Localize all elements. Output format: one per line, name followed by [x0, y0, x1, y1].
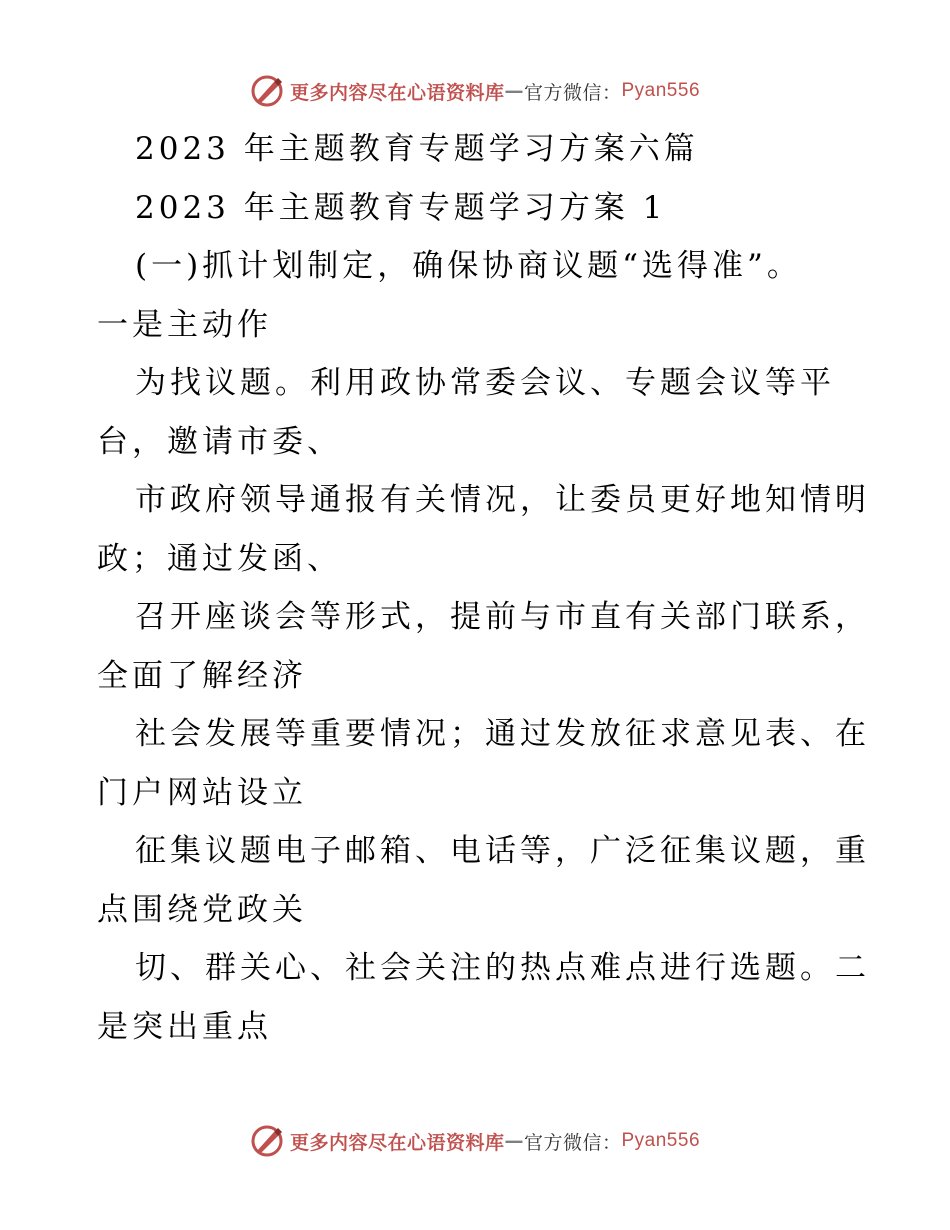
paragraph-line: 是突出重点	[97, 1008, 272, 1045]
paragraph-line: 一是主动作	[97, 306, 272, 343]
paragraph-line: 征集议题电子邮箱、电话等，广泛征集议题，重	[135, 833, 870, 869]
document-title: 2023 年主题教育专题学习方案六篇	[135, 131, 699, 167]
paragraph-line: 切、群关心、社会关注的热点难点进行选题。二	[135, 950, 870, 986]
paragraph-line: 点围绕党政关	[97, 891, 307, 928]
document-body	[97, 120, 877, 1056]
paragraph-line: 政；通过发函、	[97, 540, 342, 577]
watermark-official: 官方微信：	[523, 81, 622, 104]
paragraph-line: 为找议题。利用政协常委会议、专题会议等平	[135, 365, 835, 401]
watermark-brand: 更多内容尽在心语资料库	[289, 81, 505, 104]
watermark-brand: 更多内容尽在心语资料库	[289, 1131, 505, 1154]
paragraph-line: 门户网站设立	[97, 774, 307, 811]
paragraph-line: 社会发展等重要情况；通过发放征求意见表、在	[135, 716, 870, 752]
watermark-separator: —	[504, 80, 524, 102]
pen-circle-icon	[250, 74, 284, 108]
watermark-text	[290, 1128, 700, 1155]
paragraph-line: 市政府领导通报有关情况，让委员更好地知情明	[135, 482, 870, 518]
paragraph-line: 召开座谈会等形式，提前与市直有关部门联系，	[135, 599, 870, 635]
footer-watermark	[0, 1121, 950, 1161]
pen-circle-icon	[250, 1124, 284, 1158]
paragraph-line: (一)抓计划制定，确保协商议题“选得准”。	[135, 248, 802, 284]
watermark-separator: —	[504, 1130, 524, 1152]
watermark-wechat-id: Pyan556	[621, 80, 701, 101]
paragraph-line: 全面了解经济	[97, 657, 307, 694]
watermark-wechat-id: Pyan556	[621, 1130, 701, 1151]
header-watermark	[0, 71, 950, 111]
paragraph-line: 台，邀请市委、	[97, 423, 342, 460]
watermark-official: 官方微信：	[523, 1131, 622, 1154]
section-heading: 2023 年主题教育专题学习方案 1	[135, 189, 667, 226]
watermark-text	[290, 78, 700, 105]
